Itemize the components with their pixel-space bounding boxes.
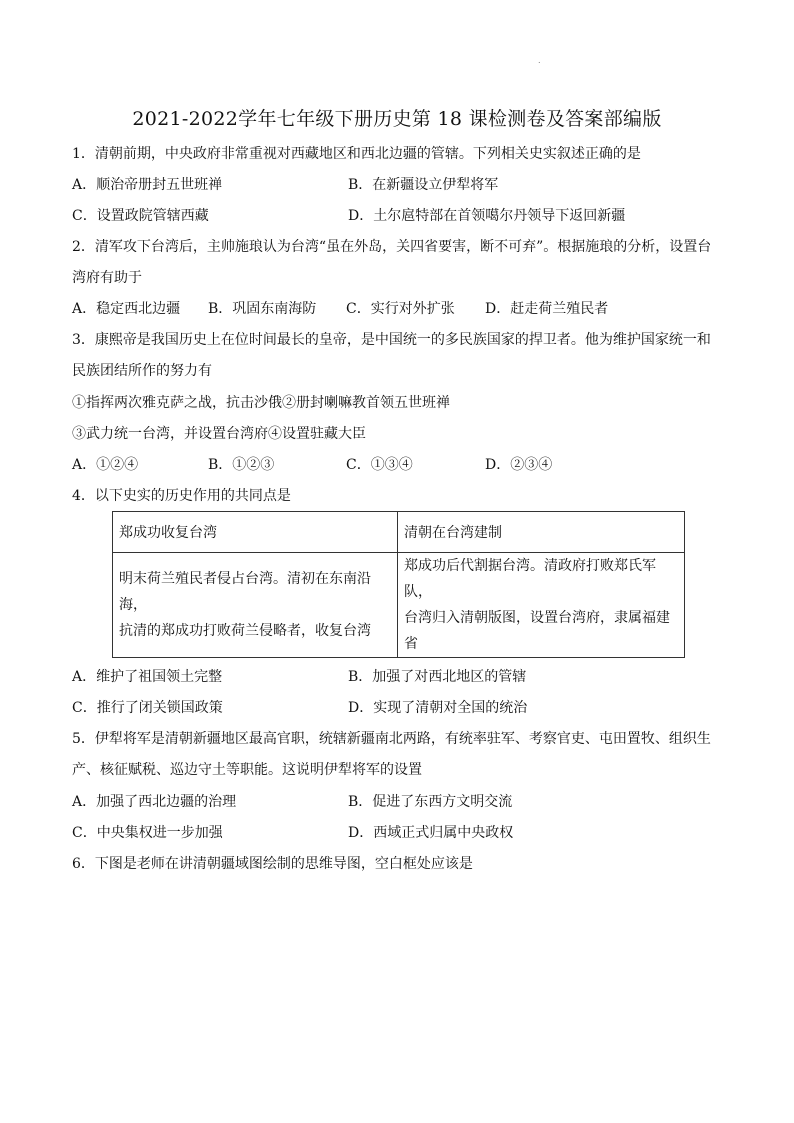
q1-stem: 1．清朝前期，中央政府非常重视对西藏地区和西北边疆的管辖。下列相关史实叙述正确的是 (72, 146, 641, 162)
q5-option-c: C．中央集权进一步加强 (72, 825, 223, 841)
q1-option-c: C．设置政院管辖西藏 (72, 208, 209, 224)
q3-option-b: B．①②③ (208, 457, 275, 473)
q3-item-line-1: ①指挥两次雅克萨之战，抗击沙俄②册封喇嘛教首领五世班禅 (72, 395, 450, 411)
q3-option-a: A．①②④ (72, 457, 139, 473)
q6-stem: 6．下图是老师在讲清朝疆域图绘制的思维导图，空白框处应该是 (72, 856, 473, 872)
q3-option-d: D．②③④ (485, 457, 553, 473)
q3-item-line-2: ③武力统一台湾，并设置台湾府④设置驻藏大臣 (72, 426, 366, 442)
table-cell-qing-line-2: 台湾归入清朝版图，设置台湾府，隶属福建 (404, 610, 670, 626)
q2-option-c: C．实行对外扩张 (346, 301, 455, 317)
q5-stem-line-2: 产、核征赋税、巡边守土等职能。这说明伊犁将军的设置 (72, 762, 422, 778)
q2-option-a: A．稳定西北边疆 (72, 301, 181, 317)
table-cell-zheng-line-1: 明末荷兰殖民者侵占台湾。清初在东南沿海， (119, 571, 371, 613)
table-cell-zheng-line-2: 抗清的郑成功打败荷兰侵略者，收复台湾 (119, 623, 371, 639)
q2-option-b: B．巩固东南海防 (208, 301, 317, 317)
q4-option-a: A．维护了祖国领土完整 (72, 669, 223, 685)
q1-option-a: A．顺治帝册封五世班禅 (72, 177, 223, 193)
q2-stem-line-2: 湾府有助于 (72, 270, 142, 286)
q4-option-c: C．推行了闭关锁国政策 (72, 700, 223, 716)
q2-stem-line-1: 2．清军攻下台湾后，主帅施琅认为台湾“虽在外岛，关四省要害，断不可弃”。根据施琅的分析，设置台 (72, 239, 712, 255)
table-cell-qing (398, 553, 685, 658)
q1-option-d: D．土尔扈特部在首领噶尔丹领导下返回新疆 (348, 208, 626, 224)
q5-stem-line-1: 5．伊犁将军是清朝新疆地区最高官职，统辖新疆南北两路，有统率驻军、考察官吏、屯田置牧、组织生 (72, 731, 711, 747)
table-header-qing: 清朝在台湾建制 (398, 512, 685, 553)
page-title: 2021-2022学年七年级下册历史第 18 课检测卷及答案部编版 (132, 108, 662, 130)
q5-option-a: A．加强了西北边疆的治理 (72, 794, 237, 810)
q4-comparison-table (112, 511, 685, 658)
q4-stem: 4．以下史实的历史作用的共同点是 (72, 488, 291, 504)
q1-option-b: B．在新疆设立伊犁将军 (348, 177, 499, 193)
q5-option-b: B．促进了东西方文明交流 (348, 794, 513, 810)
table-cell-zheng (113, 553, 398, 658)
table-cell-qing-line-1: 郑成功后代割据台湾。清政府打败郑氏军队， (404, 558, 656, 600)
q2-option-d: D．赶走荷兰殖民者 (485, 301, 609, 317)
q4-option-d: D．实现了清朝对全国的统治 (348, 700, 528, 716)
q5-option-d: D．西域正式归属中央政权 (348, 825, 514, 841)
q3-stem-line-1: 3．康熙帝是我国历史上在位时间最长的皇帝，是中国统一的多民族国家的捍卫者。他为维护国家统一和 (72, 332, 711, 348)
table-cell-qing-line-3: 省 (404, 636, 418, 652)
page-mark-dot: . (538, 56, 541, 65)
q3-stem-line-2: 民族团结所作的努力有 (72, 363, 212, 379)
table-header-zheng: 郑成功收复台湾 (113, 512, 398, 553)
q3-option-c: C．①③④ (346, 457, 413, 473)
q4-option-b: B．加强了对西北地区的管辖 (348, 669, 527, 685)
